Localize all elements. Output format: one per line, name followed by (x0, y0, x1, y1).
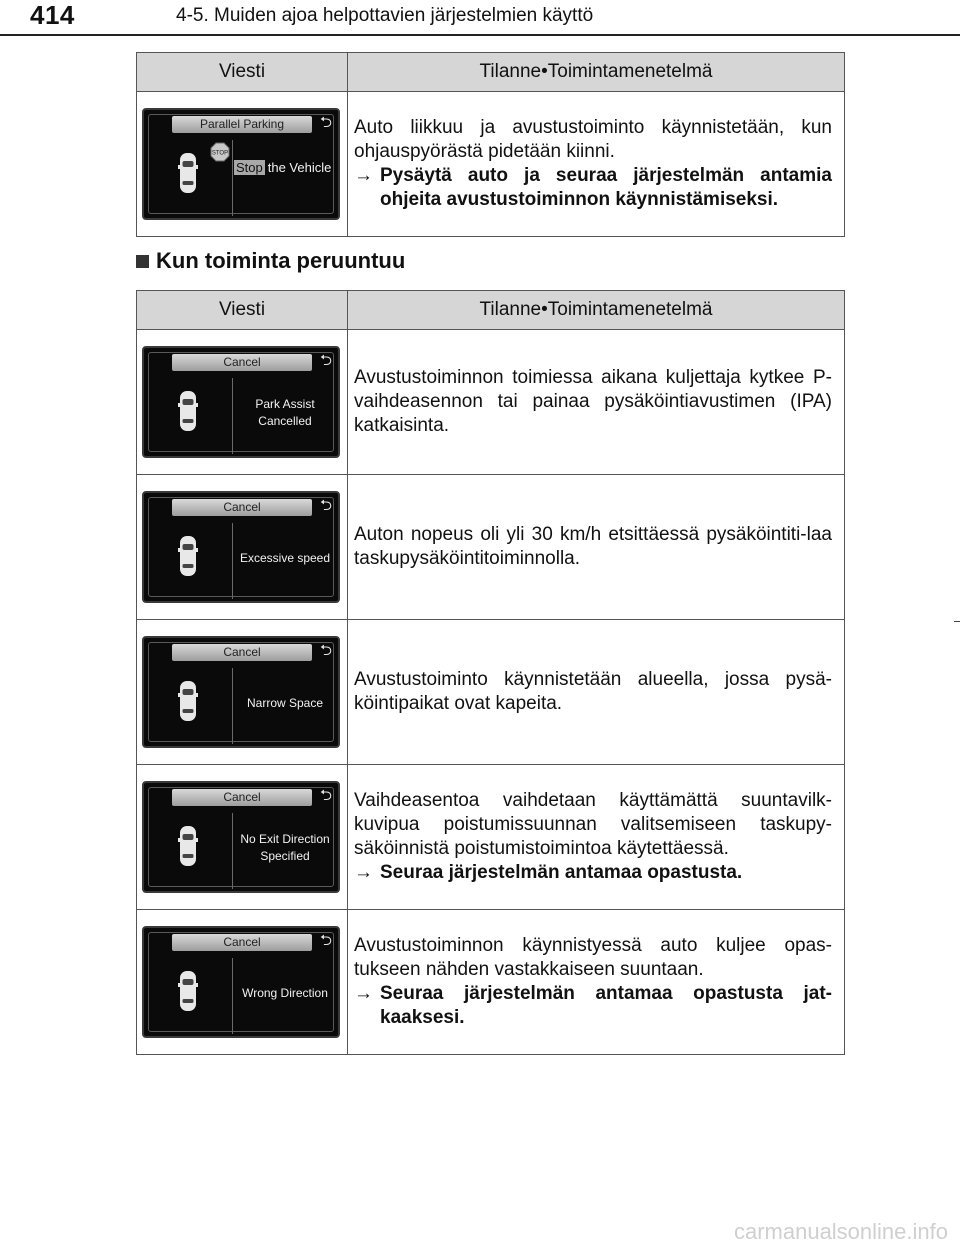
table-row (137, 620, 845, 765)
column-header-message: Viesti (137, 291, 348, 330)
table-row (137, 92, 845, 237)
screen-banner: Cancel (172, 789, 312, 806)
screen-message: No Exit Direction Specified (240, 832, 330, 863)
action-text: Seuraa järjestelmän antamaa opastusta jat-kaaksesi. (380, 983, 832, 1028)
screen-banner: Cancel (172, 354, 312, 371)
display-screen (142, 781, 340, 893)
back-icon: ⮌ (319, 352, 332, 369)
chapter-title: 4-5. Muiden ajoa helpottavien järjestelmien käyttö (176, 5, 594, 26)
screen-banner: Cancel (172, 644, 312, 661)
back-icon: ⮌ (319, 114, 332, 131)
back-icon: ⮌ (319, 642, 332, 659)
action-line (354, 164, 832, 212)
square-bullet-icon (136, 255, 149, 268)
back-icon: ⮌ (319, 787, 332, 804)
car-top-view-icon (178, 825, 198, 867)
stop-highlight: Stop (236, 159, 263, 175)
cancel-messages-table (136, 290, 845, 1055)
stop-sign-icon (210, 142, 230, 162)
table-row (137, 330, 845, 475)
situation-text: Auto liikkuu ja avustustoiminto käynnistetään, kun ohjauspyörästä pidetään kiinni. (354, 117, 832, 162)
display-screen (142, 491, 340, 603)
car-top-view-icon (178, 535, 198, 577)
car-top-view-icon (178, 680, 198, 722)
display-screen (142, 108, 340, 220)
action-text: Pysäytä auto ja seuraa järjestelmän antamia ohjeita avustustoiminnon käynnistämiseksi. (380, 165, 832, 210)
arrow-icon: → (354, 165, 373, 186)
screen-banner: Cancel (172, 499, 312, 516)
action-line (354, 982, 832, 1030)
situation-text: Avustustoiminnon käynnistyessä auto kuljee opas-tukseen nähden vastakkaiseen suuntaan. (354, 935, 832, 980)
display-screen (142, 926, 340, 1038)
screen-message: Park Assist Cancelled (255, 397, 315, 428)
back-icon: ⮌ (319, 497, 332, 514)
header-rule (0, 34, 960, 36)
margin-mark (954, 621, 960, 622)
column-header-message: Viesti (137, 53, 348, 92)
screen-banner: Cancel (172, 934, 312, 951)
watermark: carmanualsonline.info (733, 1219, 948, 1244)
screen-banner: Parallel Parking (172, 116, 312, 133)
situation-text: Avustustoiminnon toimiessa aikana kuljettaja kytkee P-vaihdeasennon tai painaa pysäköintiavustimen (IPA) katkaisinta. (354, 367, 832, 436)
page-header (0, 0, 960, 36)
screen-message: Wrong Direction (242, 985, 328, 1000)
screen-message: Narrow Space (246, 695, 324, 710)
screen-message: Excessive speed (239, 550, 331, 565)
car-top-view-icon (178, 970, 198, 1012)
action-line (354, 861, 832, 885)
parallel-parking-table (136, 52, 845, 237)
table-row (137, 475, 845, 620)
car-top-view-icon (178, 390, 198, 432)
screen-message: Stop the Vehicle (236, 159, 332, 175)
column-header-situation: Tilanne•Toimintamenetelmä (348, 53, 845, 92)
display-screen (142, 636, 340, 748)
display-screen (142, 346, 340, 458)
section-heading: Kun toiminta peruuntuu (136, 248, 405, 274)
table-row (137, 765, 845, 910)
table-row (137, 910, 845, 1055)
page-number: 414 (30, 0, 75, 30)
column-header-situation: Tilanne•Toimintamenetelmä (348, 291, 845, 330)
arrow-icon: → (354, 983, 373, 1004)
action-text: Seuraa järjestelmän antamaa opastusta. (380, 862, 743, 883)
car-top-view-icon (178, 152, 198, 194)
arrow-icon: → (354, 862, 373, 883)
situation-text: Avustustoiminto käynnistetään alueella, jossa pysä-köintipaikat ovat kapeita. (354, 669, 832, 714)
situation-text: Vaihdeasentoa vaihdetaan käyttämättä suuntavilk-kuvipua poistumissuunnan valitsemiseen taskupy-säköinnistä poistumistoimintoa käytettäessä. (354, 790, 832, 859)
back-icon: ⮌ (319, 932, 332, 949)
situation-text: Auton nopeus oli yli 30 km/h etsittäessä pysäköintiti-laa taskupysäköintitoiminnolla. (354, 524, 832, 569)
svg-text:STOP: STOP (211, 150, 229, 157)
